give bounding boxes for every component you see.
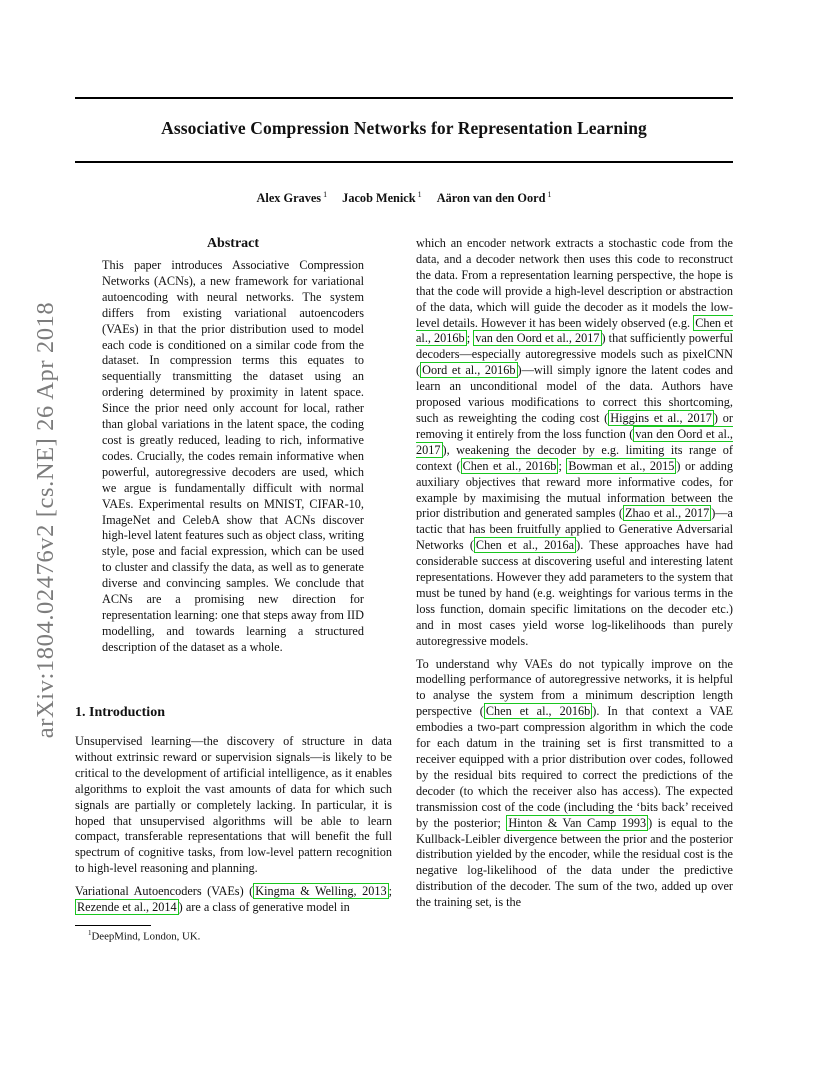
right-column-body (416, 236, 733, 918)
footnote: $^1$DeepMind, London, UK. (88, 929, 201, 943)
paragraph: which an encoder network extracts a stochastic code from the data, and a decoder network then uses this code to reconstruct the data. From a representation learning perspective, the hope is that the code will provide a high-level description or abstraction of the data, which will guide the decoder as it models the low-level details. However it has been widely observed (e.g. Chen et al., 2016b ; van den Oord et al., 2017 ) that sufficiently powerful decoders—especially autoregressive models such as pixelCNN ( Oord et al., 2016b )—will simply ignore the latent codes and learn an unconditional model of the data. Authors have proposed various modifications to correct this shortcoming, such as reweighting the coding cost ( Higgins et al., 2017 ) or removing it entirely from the loss function ( van den Oord et al., 2017 ), weakening the decoder by e.g. limiting its range of context ( Chen et al., 2016b ; Bowman et al., 2015 ) or adding auxiliary objectives that reward more informative codes, for example by maximising the mutual information between the prior distribution and generated samples ( Zhao et al., 2017 )—a tactic that has been fruitfully applied to Generative Adversarial Networks ( Chen et al., 2016a ). These approaches have had considerable success at discovering useful and interesting latent representations. However they add parameters to the system that must be tuned by hand (e.g. weightings for various terms in the loss function, domain specific limitations on the decoder etc.) and in most cases yield worse log-likelihoods than purely autoregressive models. (416, 236, 734, 648)
title-top-rule (75, 97, 733, 99)
paper-title: Associative Compression Networks for Representation Learning (161, 118, 647, 138)
paragraph: Unsupervised learning—the discovery of structure in data without extrinsic reward or supervision signals—is likely to be critical to the development of artificial intelligence, as it enables algorithms to exploit the vast amounts of data for which such signals are partially or completely lacking. In particular, it is hoped that unsupervised algorithms will be able to learn compact, transferable representations that will benefit the full spectrum of cognitive tasks, from low-level pattern recognition to high-level reasoning and planning. (75, 734, 392, 876)
citation-link[interactable]: Chen et al., 2016b (416, 315, 733, 346)
section-heading-introduction: 1. Introduction (75, 705, 165, 720)
citation-link[interactable]: Higgins et al., 2017 (610, 410, 712, 425)
citation-link[interactable]: Hinton & Van Camp 1993 (508, 815, 647, 830)
citation-link[interactable]: Chen et al., 2016b (462, 458, 557, 473)
citation-link[interactable]: Zhao et al., 2017 (625, 506, 710, 521)
left-column-body (75, 734, 392, 923)
citation-link[interactable]: van den Oord et al., 2017 (416, 426, 733, 457)
abstract-heading: Abstract (206, 236, 260, 251)
author-list (75, 190, 733, 206)
paragraph: Variational Autoencoders (VAEs) ( Kingma & Welling, 2013 ; Rezende et al., 2014 ) are a class of generative model in (75, 884, 392, 915)
title-bottom-rule (75, 161, 733, 163)
abstract-text: This paper introduces Associative Compression Networks (ACNs), a new framework for variational autoencoding with neural networks. The system differs from existing variational autoencoders (VAEs) in that the prior distribution used to model each code is conditioned on a similar code from the dataset. In compression terms this equates to sequentially transmitting the dataset using an ordering determined by proximity in latent space. Since the prior need only account for local, rather than global variations in the latent space, the coding cost is greatly reduced, leading to rich, informative codes. Crucially, the codes remain informative when powerful, autoregressive decoders are used, which we argue is fundamentally difficult with normal VAEs. Experimental results on MNIST, CIFAR-10, ImageNet and CelebA show that ACNs discover high-level latent features such as object class, writing style, pose and facial expression, which can be used to cluster and classify the data, as well as to generate diverse and convincing samples. We conclude that ACNs are a promising new direction for representation learning: one that steps away from IID modelling, and towards learning a structured description of the dataset as a whole. (102, 258, 364, 654)
paragraph: To understand why VAEs do not typically improve on the modelling performance of autoregressive networks, it is helpful to analyse the system from a minimum description length perspective ( Chen et al., 2016b ). In that context a VAE embodies a two-part compression algorithm in which the code for each datum in the training set is first transmitted to a receiver equipped with a prior distribution over codes, followed by the residual bits required to correct the predictions of the decoder (to which the receiver also has access). The expected transmission cost of the code (including the ‘bits back’ received by the posterior; Hinton & Van Camp 1993 ) is equal to the Kullback-Leibler divergence between the prior and the posterior distribution yielded by the encoder, while the residual cost is the negative log-likelihood of the data under the predictive distribution of the decoder. The sum of the two, added up over the training set, is the (416, 656, 733, 910)
author: Jacob Menick $^1$ (342, 190, 422, 206)
citation-link[interactable]: Chen et al., 2016a (475, 538, 575, 553)
footnote-rule (75, 925, 151, 926)
arxiv-identifier: arXiv:1804.02476v2 [cs.NE] 26 Apr 2018 (32, 301, 59, 739)
author: Aäron van den Oord $^1$ (436, 190, 552, 206)
citation-link[interactable]: van den Oord et al., 2017 (475, 331, 600, 346)
citation-link[interactable]: Rezende et al., 2014 (77, 900, 177, 915)
citation-link[interactable]: Kingma & Welling, 2013 (255, 884, 387, 899)
author: Alex Graves $^1$ (256, 190, 328, 206)
citation-link[interactable]: Oord et al., 2016b (422, 363, 516, 378)
citation-link[interactable]: Chen et al., 2016b (485, 704, 591, 719)
citation-link[interactable]: Bowman et al., 2015 (568, 458, 675, 473)
